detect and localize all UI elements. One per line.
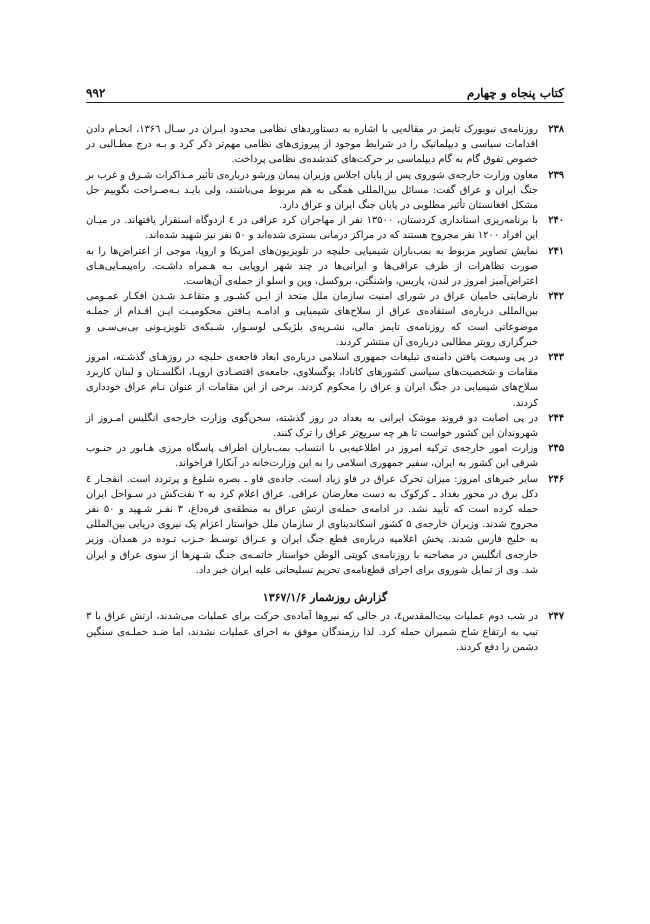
note-number: ۲۴۷ (548, 611, 564, 623)
note-text: در شب دوم عملیات بیت‌المقدس٤، در حالی که نیروها آماده‌ی حرکت برای عملیات می‌شدند، ارتش عراق با ۳ تیپ به ارتفاع شاخ شمیران حمله کرد. لذا رزمندگان موفق به اجرای عملیات نشدند، اما ضـد حملـه‌ی سنگین دشمن را دفع کردند. (86, 611, 539, 653)
note-number: ۲۴۰ (548, 215, 564, 227)
note-text: وزارت امور خارجه‌ی ترکیه امروز در اطلاعیه‌یی با انتساب بمب‌باران اطراف پاسگاه مرزی هـابور در جنـوب شرقی این کشور به ایران، سفیر جمهوری اسلامی را به این وزارت‌خانه در آنکارا فراخواند. (86, 443, 538, 470)
list-item (86, 213, 564, 243)
note-text: در پی وسیعت یافتن دامنه‌ی تبلیغات جمهوری اسلامی درباره‌ی ابعاد فاجعه‌ی حلبچه در روزهـای گذشـته، امروز مقامات و شخصیت‌های سیاسی کشورهای کانادا، یوگسلاوی، جامعه‌ی اقتصـادی اروپـا، انگلسـتان و لبنان کاربرد سلاح‌های شیمیایی در جنگ ایران و عراق را محکوم کردند. برخی از این مقامات از عنوان نـام عراق خودداری کردند. (86, 352, 538, 409)
list-item (86, 472, 564, 578)
book-title: کتاب پنجاه و چهارم (466, 86, 564, 100)
note-number: ۲۴۲ (548, 291, 564, 303)
note-text: روزنامه‌ی نیویورک تایمز در مقاله‌یی با اشاره به دستاوردهای نظامی محدود ایـران در سـال ۱۳۶٦، انجـام دادن اقدامات سیاسی و دیپلماتیک را در شرایط موجود از پیروزی‌های نظامی مهم‌تر ذکر کرد و بـه درج مطـالبی در خصوص تفوق گام به گام دیپلماسی بر حرکت‌های کندشده‌ی نظامی پرداخت. (86, 124, 538, 166)
note-text: نارضایتی حامیان عراق در شورای امنیت سازمان ملل متحد از ایـن کشـور و متقاعـد شـدن افکـار عمـومی بین‌المللی درباره‌ی استفاده‌ی عراق از سلاح‌های شیمیایی و ادامـه یـافتن محکومیـت ایـن اقـدام از جملـه موضوعاتی است که روزنامه‌ی تایمز مالی، نشـریه‌ی بلژیکـی لوسـوار، شـبکه‌ی تلویزیـونی بی‌بی‌سـی و خبرگزاری رویتر مطالبی درباره‌ی آن منتشر کردند. (86, 291, 538, 348)
list-item (86, 441, 564, 471)
section-title: گزارش روزشمار ۱۳۶۷/۱/۶ (262, 591, 388, 605)
list-item (86, 244, 564, 290)
page-header (86, 78, 564, 103)
note-text: معاون وزارت خارجه‌ی شوروی پس از پایان اجلاس وزیران پیمان ورشو درباره‌ی تأثیر مـذاکرات شـرق و غرب بر جنگ ایران و عراق گفت: مسائل بین‌المللی همگی به هم مربوط می‌باشند، ولی بایـد بـه‌صـراحت بگوییم حل مشکل افغانستان تأثیر مطلوبی در پایان جنگ ایران و عراق دارد. (86, 169, 538, 212)
page-number: ۹۹۲ (86, 86, 106, 100)
note-number: ۲۴۳ (548, 352, 564, 364)
note-text: نمایش تصاویر مربوط به بمب‌باران شیمیایی حلبچه در تلویزیون‌های امریکا و اروپا، موجی از اعتراض‌ها را به صورت تظاهرات از طرف عراقی‌ها و ایرانی‌ها در چند شهر اروپایی بـه هـمراه داشـت. راه‌پیمـایی‌هـای اعتراض‌آمیز امروز در لندن، پاریس، واشنگتن، بروکسل، وین و اسلو از جمله‌ی آن‌هاست. (86, 245, 538, 288)
page-body (86, 122, 564, 655)
note-number: ۲۴۴ (548, 412, 564, 424)
list-item (86, 411, 564, 441)
list-item (86, 289, 564, 350)
note-number: ۲۴۱ (548, 245, 564, 257)
note-number: ۲۴۵ (548, 443, 564, 455)
list-item (86, 168, 564, 214)
note-number: ۲۳۹ (548, 169, 564, 181)
list-item (86, 609, 564, 655)
note-text: سایر خبرهای امروز: میزان تحرک عراق در فاو زیاد است. جاده‌ی فاو ـ بصره شلوغ و پرتردد است. انفجـار ٤ دکل برق در محور بغداد ـ کرکوک به دست معارضان عراقی. عراق اعلام کرد به ۲ نفت‌کش در سـواحل ایران حمله کرده است که تأیید نشد. در ادامه‌ی حمله‌ی ارتش عراق به منطقه‌ی قره‌داغ، ۳ نفـر شـهید و ۵۰ نفر مجروح شدند. وزیران خارجه‌ی ۵ کشور اسکاندیناوی از سازمان ملل خواستار اعزام یک نیروی دریایی بین‌المللی به خلیج فارس شدند. پخش اعلامیه درباره‌ی قطع جنگ ایران و عـراق توسـط حـزب تـوده در همدان. وزیر خارجه‌ی انگلیس در مصاحبه با روزنامه‌ی کویتی الوطن خواستار خاتمـه‌ی جنـگ شـهرها از سوی عراق و ایران شد. وی از تمایل شوروی برای اجرای قطع‌نامه‌ی تحریم تسلیحاتی علیه ایران خبر داد. (86, 473, 538, 576)
note-number: ۲۴۶ (548, 473, 564, 485)
note-text: در پی اصابت دو فروند موشک ایرانی به بغداد در روز گذشته، سخن‌گوی وزارت خارجه‌ی انگلیس امـروز از شهروندان این کشور خواست تا هر چه سریع‌تر عراق را ترک کنند. (86, 412, 538, 440)
list-item (86, 350, 564, 411)
note-text: با برنامه‌ریزی استانداری کردستان، ۱۳۵۰۰ نفر از مهاجران کرد عراقی در ٤ اردوگاه استقرار یافتهاند. در میـان این افراد ۱۲۰۰ نفر مجروح هستند که در مراکز درمانی بستری شده‌اند و ۵۰ نفر نیز شهید شده‌اند. (86, 215, 538, 242)
list-item (86, 122, 564, 168)
note-number: ۲۳۸ (548, 124, 564, 135)
